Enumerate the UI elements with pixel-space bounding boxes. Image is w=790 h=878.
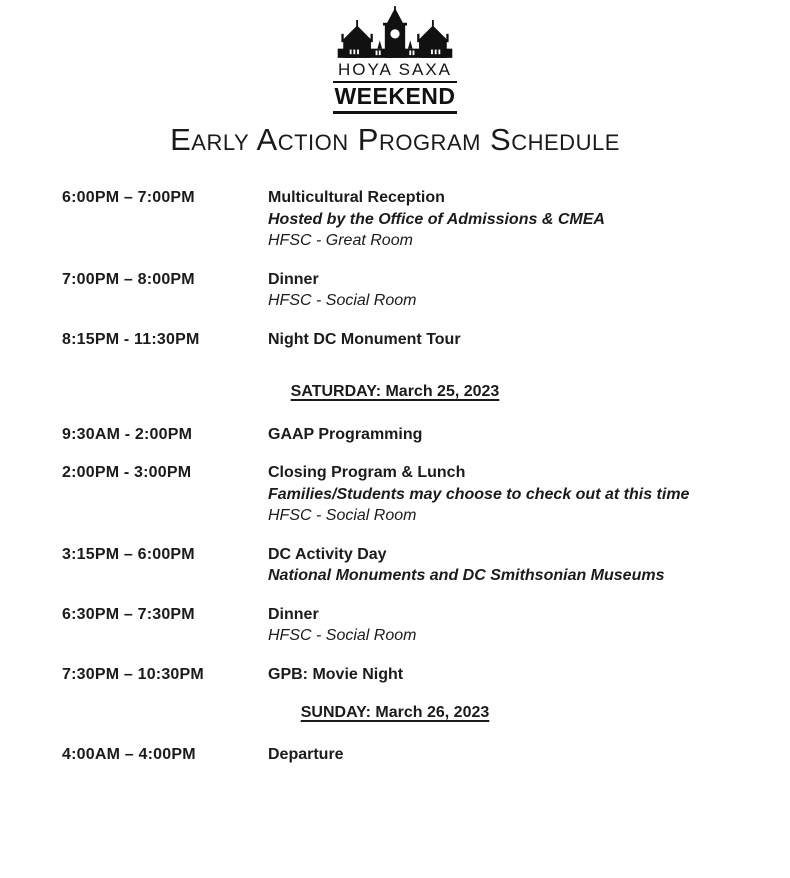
event-details [268,187,790,252]
event-details [268,424,790,446]
event-details [268,604,790,647]
event-row [62,544,790,587]
event-details [268,269,790,312]
event-details [268,462,790,527]
event-time: 7:00PM – 8:00PM [62,270,195,288]
logo-weekend-text: WEEKEND [333,81,457,114]
event-note: National Monuments and DC Smithsonian Museums [268,567,665,584]
event-note: Families/Students may choose to check out at this time [268,485,690,503]
event-details [268,544,790,587]
event-time: 3:15PM – 6:00PM [62,545,195,563]
event-details [268,329,790,351]
event-location: HFSC - Social Room [268,292,417,309]
event-time: 6:30PM – 7:30PM [62,605,195,623]
event-title: Dinner [268,270,319,288]
schedule [0,158,790,765]
event-details [268,664,790,686]
event-note: Hosted by the Office of Admissions & CMEA [268,210,605,228]
logo [315,6,475,114]
event-row [62,269,790,312]
event-title: Departure [268,745,344,763]
event-time: 7:30PM – 10:30PM [62,665,204,683]
page-title: Early Action Program Schedule [170,122,620,157]
section-header: SATURDAY: March 25, 2023 [290,383,500,400]
event-row [62,462,790,527]
event-location: HFSC - Social Room [268,627,417,644]
section-header: SUNDAY: March 26, 2023 [300,704,490,721]
event-title: Multicultural Reception [268,189,445,206]
event-title: Closing Program & Lunch [268,464,466,481]
event-row [62,329,790,351]
event-title: Dinner [268,605,319,623]
healy-hall-icon [334,6,456,58]
event-row [62,424,790,446]
event-row [62,744,790,766]
event-time: 8:15PM - 11:30PM [62,330,200,348]
event-time: 6:00PM – 7:00PM [62,189,195,206]
event-title: GPB: Movie Night [268,665,404,683]
schedule-document [0,6,790,765]
logo-hoya-saxa-text: HOYA SAXA [337,60,453,79]
event-row [62,604,790,647]
event-title: DC Activity Day [268,545,387,563]
event-time: 2:00PM - 3:00PM [62,464,192,481]
event-title: Night DC Monument Tour [268,330,461,348]
event-details [268,744,790,766]
event-location: HFSC - Great Room [268,232,413,249]
event-time: 4:00AM – 4:00PM [62,745,196,763]
event-location: HFSC - Social Room [268,507,417,524]
event-row [62,664,790,686]
event-title: GAAP Programming [268,425,423,443]
event-row [62,187,790,252]
event-time: 9:30AM - 2:00PM [62,425,193,443]
